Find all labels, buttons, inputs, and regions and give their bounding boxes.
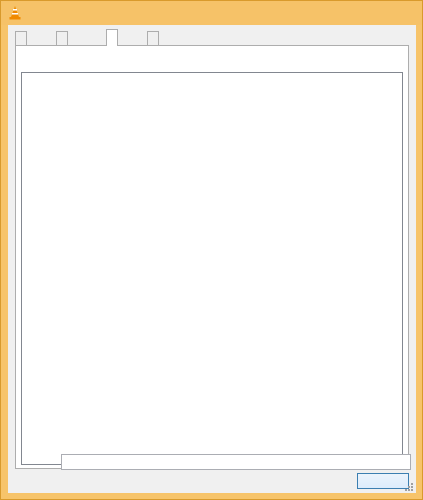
tab-statistics[interactable] — [147, 31, 159, 45]
tab-metadata[interactable] — [56, 31, 68, 45]
title-bar[interactable] — [1, 1, 422, 25]
close-button[interactable] — [357, 473, 409, 489]
stream-tree[interactable] — [21, 72, 403, 465]
tab-codec[interactable] — [106, 29, 118, 46]
window-title — [1, 1, 422, 25]
location-field[interactable] — [61, 454, 411, 470]
codec-panel — [15, 45, 409, 469]
resize-grip-icon[interactable] — [403, 481, 413, 491]
tab-general[interactable] — [15, 31, 27, 45]
dialog-body — [8, 25, 416, 493]
